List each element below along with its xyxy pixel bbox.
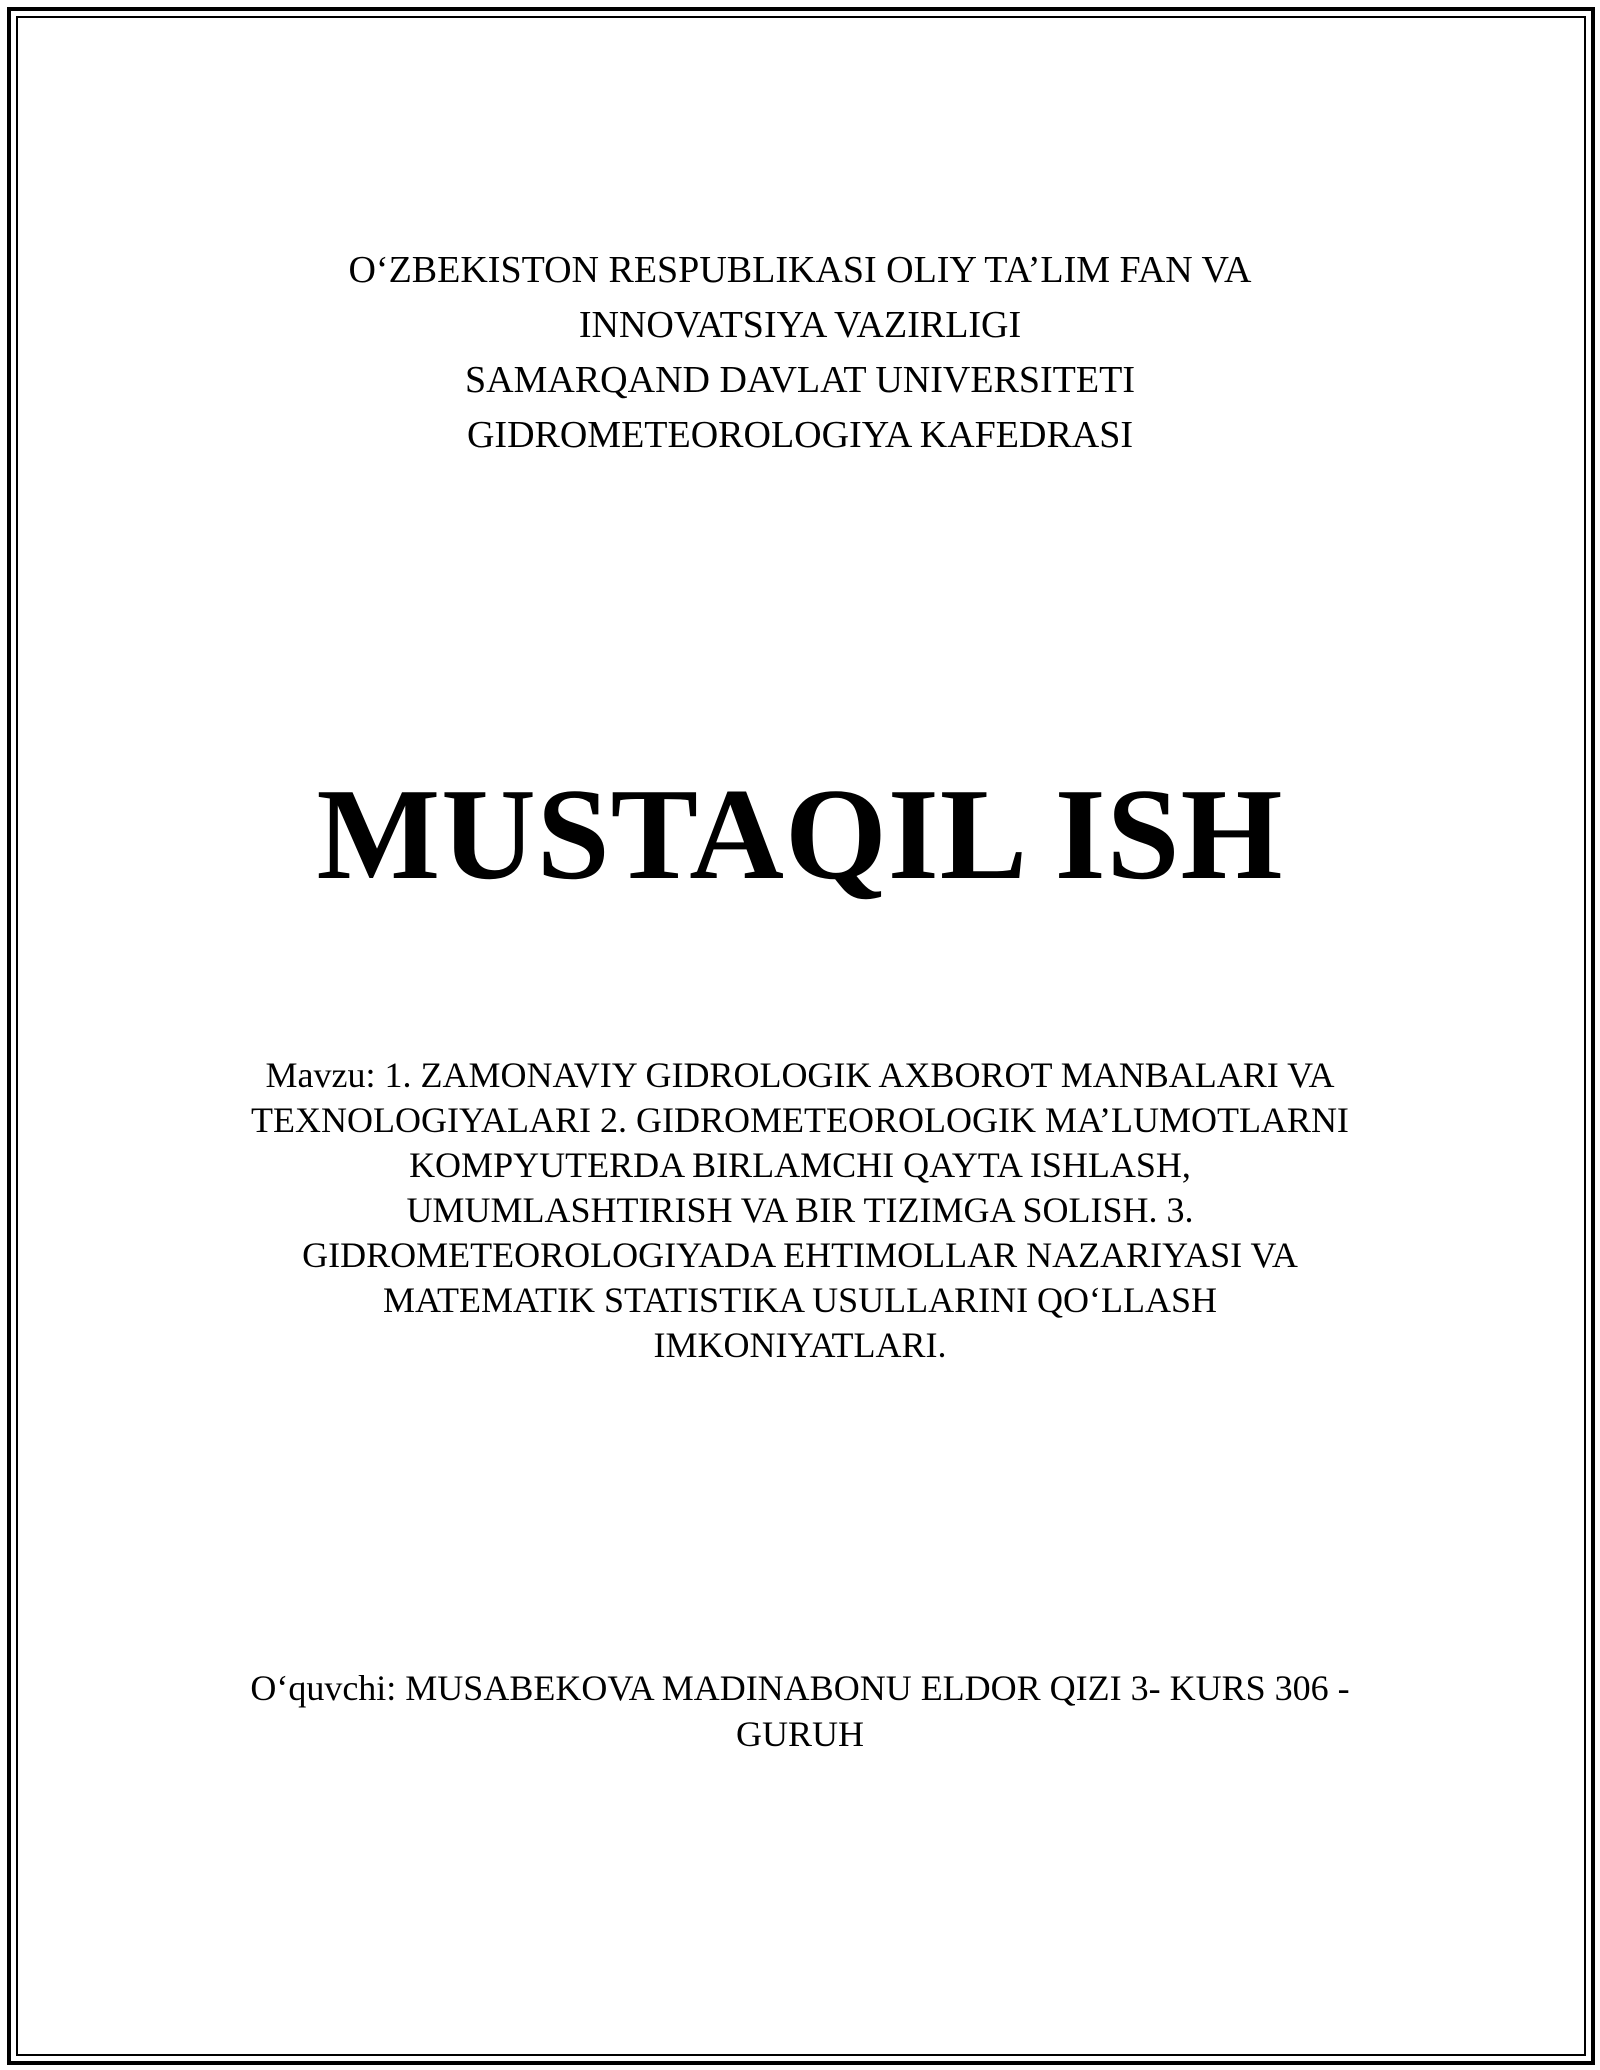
topic-line: IMKONIYATLARI.: [653, 1325, 947, 1365]
topic-line: TEXNOLOGIYALARI 2. GIDROMETEOROLOGIK MA’LUMOTLARNI: [251, 1100, 1349, 1140]
document-title: MUSTAQIL ISH: [316, 762, 1284, 907]
student-info: [200, 1665, 1400, 1757]
department-name: GIDROMETEOROLOGIYA KAFEDRASI: [466, 414, 1134, 456]
student-line: GURUH: [735, 1714, 864, 1754]
topic-line: GIDROMETEOROLOGIYADA EHTIMOLLAR NAZARIYASI VA: [302, 1235, 1298, 1275]
topic-line: Mavzu: 1. ZAMONAVIY GIDROLOGIK AXBOROT MANBALARI VA: [265, 1055, 1335, 1095]
topic-line: UMUMLASHTIRISH VA BIR TIZIMGA SOLISH. 3.: [406, 1190, 1194, 1230]
ministry-line-2: INNOVATSIYA VAZIRLIGI: [578, 304, 1022, 346]
institution-header: [200, 243, 1400, 463]
topic-line: KOMPYUTERDA BIRLAMCHI QAYTA ISHLASH,: [409, 1145, 1191, 1185]
ministry-line-1: O‘ZBEKISTON RESPUBLIKASI OLIY TA’LIM FAN VA: [348, 249, 1252, 291]
university-name: SAMARQAND DAVLAT UNIVERSITETI: [465, 359, 1135, 401]
student-line: O‘quvchi: MUSABEKOVA MADINABONU ELDOR QIZI 3- KURS 306 -: [250, 1668, 1350, 1708]
topic-line: MATEMATIK STATISTIKA USULLARINI QO‘LLASH: [382, 1280, 1218, 1320]
topic-block: [200, 1053, 1400, 1368]
